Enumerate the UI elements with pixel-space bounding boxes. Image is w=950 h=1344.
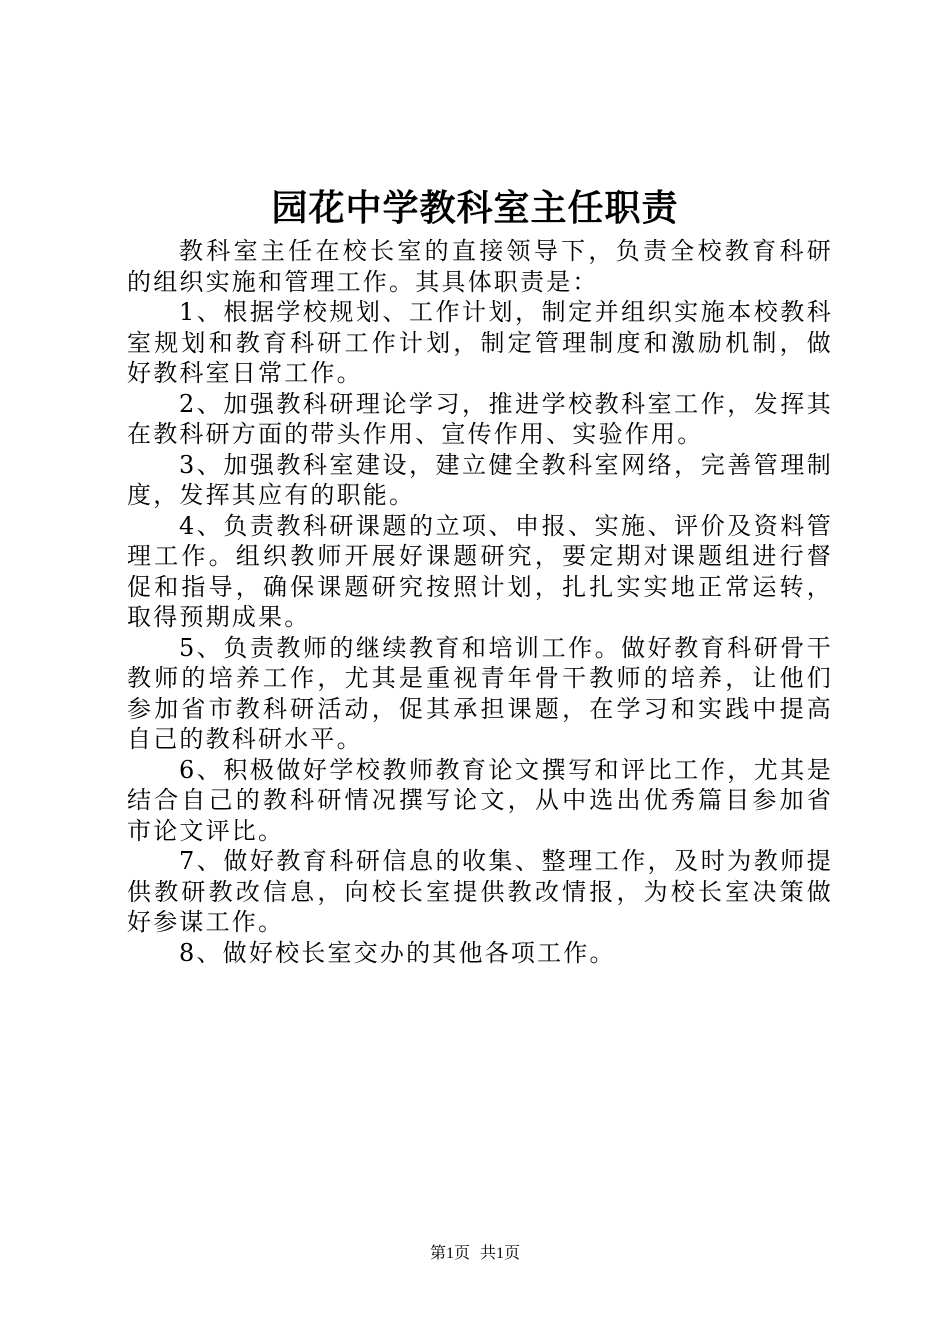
page-total: 共1页 — [480, 1245, 521, 1262]
duty-item-4: 4、负责教科研课题的立项、申报、实施、评价及资料管理工作。组织教师开展好课题研究，要定期对课题组进行督促和指导，确保课题研究按照计划，扎扎实实地正常运转，取得预期成果。 — [127, 511, 833, 631]
intro-paragraph: 教科室主任在校长室的直接领导下，负责全校教育科研的组织实施和管理工作。其具体职责是： — [127, 237, 833, 296]
duty-item-6: 6、积极做好学校教师教育论文撰写和评比工作，尤其是结合自己的教科研情况撰写论文，从中选出优秀篇目参加省市论文评比。 — [127, 755, 833, 845]
duty-item-7: 7、做好教育科研信息的收集、整理工作，及时为教师提供教研教改信息，向校长室提供教改情报，为校长室决策做好参谋工作。 — [127, 847, 833, 936]
page-footer — [0, 1243, 950, 1265]
page-number: 第1页 — [429, 1245, 470, 1262]
document-title: 园花中学教科室主任职责 — [271, 187, 679, 229]
duty-item-2: 2、加强教科研理论学习，推进学校教科室工作，发挥其在教科研方面的带头作用、宣传作用、实验作用。 — [127, 389, 833, 448]
duty-item-1: 1、根据学校规划、工作计划，制定并组织实施本校教科室规划和教育科研工作计划，制定管理制度和激励机制，做好教科室日常工作。 — [127, 298, 833, 387]
document-body — [127, 236, 833, 968]
duty-item-8: 8、做好校长室交办的其他各项工作。 — [179, 938, 616, 967]
duty-item-5: 5、负责教师的继续教育和培训工作。做好教育科研骨干教师的培养工作，尤其是重视青年骨干教师的培养，让他们参加省市教科研活动，促其承担课题，在学习和实践中提高自己的教科研水平。 — [127, 633, 833, 753]
duty-item-3: 3、加强教科室建设，建立健全教科室网络，完善管理制度，发挥其应有的职能。 — [127, 450, 833, 509]
